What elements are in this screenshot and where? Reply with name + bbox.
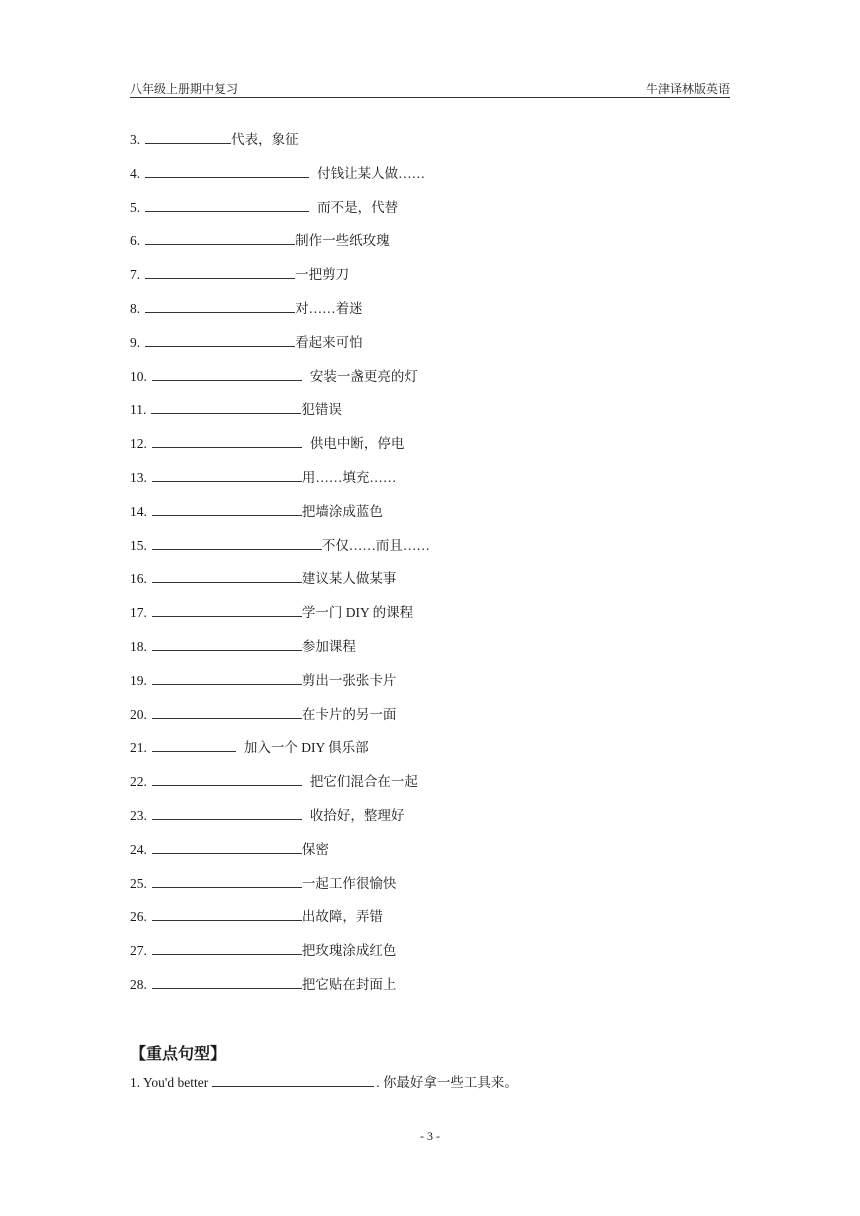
answer-blank[interactable]: [152, 367, 302, 381]
answer-blank[interactable]: [152, 603, 302, 617]
item-meaning: 剪出一张张卡片: [301, 672, 397, 688]
list-item: [130, 367, 730, 401]
answer-blank[interactable]: [152, 738, 236, 752]
item-meaning: 把墙涂成蓝色: [301, 503, 383, 519]
sentence-prefix: You'd better: [143, 1075, 209, 1090]
list-item: [130, 975, 730, 1009]
item-meaning: 看起来可怕: [295, 334, 363, 350]
item-meaning: 而不是，代替: [317, 199, 399, 215]
answer-blank[interactable]: [152, 874, 302, 888]
list-item: [130, 468, 730, 502]
list-item: [130, 536, 730, 570]
answer-blank[interactable]: [152, 975, 302, 989]
item-meaning: 把它贴在封面上: [301, 976, 397, 992]
item-meaning: 出故障，弄错: [301, 909, 383, 925]
item-meaning: 在卡片的另一面: [301, 706, 397, 722]
item-meaning: 用……填充……: [301, 469, 397, 485]
item-meaning: 学一门 DIY 的课程: [301, 605, 414, 621]
answer-blank[interactable]: [152, 536, 322, 550]
answer-blank[interactable]: [145, 265, 295, 279]
item-number: 4.: [130, 165, 141, 181]
item-number: 12.: [130, 436, 147, 452]
answer-blank[interactable]: [152, 806, 302, 820]
item-meaning: 保密: [301, 841, 329, 857]
item-meaning: 把玫瑰涂成红色: [301, 943, 397, 959]
item-meaning: 不仅……而且……: [321, 537, 430, 553]
item-number: 27.: [130, 943, 147, 959]
item-number: 10.: [130, 368, 147, 384]
answer-blank[interactable]: [152, 671, 302, 685]
item-number: 19.: [130, 672, 147, 688]
list-item: [130, 840, 730, 874]
page-header: [130, 80, 730, 98]
item-meaning: 代表，象征: [231, 132, 299, 147]
item-number: 11.: [130, 402, 147, 418]
answer-blank[interactable]: [152, 705, 302, 719]
list-item: [130, 299, 730, 333]
answer-blank[interactable]: [145, 299, 295, 313]
list-item: [130, 231, 730, 265]
item-number: 16.: [130, 571, 147, 587]
header-right-title: 牛津译林版英语: [645, 82, 730, 96]
list-item: [130, 130, 730, 164]
item-number: 18.: [130, 638, 147, 654]
sentence-number: 1.: [130, 1075, 141, 1090]
answer-blank[interactable]: [152, 434, 302, 448]
item-number: 17.: [130, 605, 147, 621]
answer-blank[interactable]: [212, 1073, 374, 1087]
item-number: 15.: [130, 537, 147, 553]
list-item: [130, 164, 730, 198]
list-item: [130, 198, 730, 232]
item-number: 7.: [130, 267, 141, 283]
list-item: [130, 333, 730, 367]
list-item: [130, 603, 730, 637]
list-item: [130, 941, 730, 975]
item-meaning: 把它们混合在一起: [309, 774, 418, 790]
answer-blank[interactable]: [152, 468, 302, 482]
item-number: 21.: [130, 740, 147, 756]
answer-blank[interactable]: [152, 569, 302, 583]
item-number: 5.: [130, 199, 141, 215]
answer-blank[interactable]: [152, 907, 302, 921]
list-item: [130, 907, 730, 941]
answer-blank[interactable]: [145, 198, 309, 212]
item-number: 26.: [130, 909, 147, 925]
header-left-title: 八年级上册期中复习: [130, 82, 239, 96]
item-meaning: 参加课程: [301, 638, 356, 654]
item-meaning: 建议某人做某事: [301, 571, 397, 587]
list-item: [130, 265, 730, 299]
sentence-suffix: . 你最好拿一些工具来。: [376, 1075, 518, 1090]
item-meaning: 供电中断，停电: [309, 436, 405, 452]
item-number: 25.: [130, 875, 147, 891]
item-number: 3.: [130, 132, 141, 147]
list-item: [130, 874, 730, 908]
item-number: 8.: [130, 300, 141, 316]
sentence-item: [130, 1071, 518, 1091]
phrase-list: [130, 130, 730, 1009]
item-meaning: 犯错误: [301, 402, 342, 418]
list-item: [130, 671, 730, 705]
item-number: 13.: [130, 469, 147, 485]
answer-blank[interactable]: [145, 333, 295, 347]
section-title: 【重点句型】: [130, 1044, 227, 1063]
answer-blank[interactable]: [151, 400, 301, 414]
list-item: [130, 772, 730, 806]
item-number: 23.: [130, 807, 147, 823]
item-meaning: 付钱让某人做……: [317, 165, 426, 181]
item-meaning: 对……着迷: [295, 300, 363, 316]
list-item: [130, 400, 730, 434]
list-item: [130, 502, 730, 536]
answer-blank[interactable]: [152, 637, 302, 651]
item-meaning: 安装一盏更亮的灯: [309, 368, 418, 384]
item-meaning: 一起工作很愉快: [301, 875, 397, 891]
item-meaning: 收拾好，整理好: [309, 807, 405, 823]
page-number: - 3 -: [420, 1129, 440, 1143]
answer-blank[interactable]: [152, 840, 302, 854]
item-meaning: 加入一个 DIY 俱乐部: [243, 740, 369, 756]
answer-blank[interactable]: [152, 941, 302, 955]
answer-blank[interactable]: [152, 502, 302, 516]
answer-blank[interactable]: [145, 130, 231, 144]
item-number: 6.: [130, 233, 141, 249]
item-number: 28.: [130, 976, 147, 992]
item-number: 24.: [130, 841, 147, 857]
list-item: [130, 637, 730, 671]
item-number: 14.: [130, 503, 147, 519]
item-number: 22.: [130, 774, 147, 790]
answer-blank[interactable]: [145, 164, 309, 178]
list-item: [130, 434, 730, 468]
item-meaning: 制作一些纸玫瑰: [295, 233, 390, 249]
list-item: [130, 569, 730, 603]
answer-blank[interactable]: [145, 231, 295, 245]
answer-blank[interactable]: [152, 772, 302, 786]
list-item: [130, 705, 730, 739]
item-meaning: 一把剪刀: [295, 267, 350, 283]
list-item: [130, 738, 730, 772]
item-number: 20.: [130, 706, 147, 722]
item-number: 9.: [130, 334, 141, 350]
list-item: [130, 806, 730, 840]
